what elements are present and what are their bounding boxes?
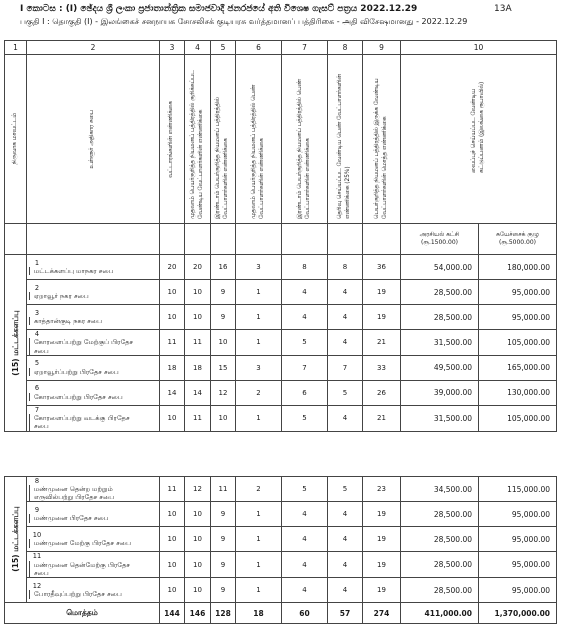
first-list-count: 10 <box>185 280 211 305</box>
women-25-percent: 5 <box>328 380 363 405</box>
wards-count: 10 <box>160 578 185 603</box>
total-c9: 274 <box>363 603 401 624</box>
second-list-count: 10 <box>211 330 236 356</box>
header-independent-group-deposit: சுயேச்சைக் குழு (ரூ.5000.00) <box>479 224 557 255</box>
women-25-percent: 4 <box>328 330 363 356</box>
second-list-women: 5 <box>282 476 328 502</box>
wards-count: 10 <box>160 405 185 431</box>
table-row <box>5 552 557 578</box>
independent-deposit: 105,000.00 <box>479 405 557 431</box>
header-district: நிருவாக மாவட்டம் <box>5 55 27 224</box>
independent-deposit: 95,000.00 <box>479 552 557 578</box>
women-25-percent: 4 <box>328 552 363 578</box>
wards-count: 20 <box>160 255 185 280</box>
first-list-count: 18 <box>185 355 211 380</box>
second-list-women: 4 <box>282 280 328 305</box>
authority-name-text: மண்முனை தென்மேற்கு பிரதேச சபை <box>29 561 142 577</box>
party-deposit: 31,500.00 <box>401 330 479 356</box>
second-list-women: 5 <box>282 330 328 356</box>
party-deposit: 54,000.00 <box>401 255 479 280</box>
total-c5: 128 <box>211 603 236 624</box>
page-reference: 13A <box>494 4 512 14</box>
row-number: 7 <box>34 405 40 414</box>
total-candidates: 26 <box>363 380 401 405</box>
total-c7: 60 <box>282 603 328 624</box>
first-list-women: 1 <box>236 502 282 527</box>
colnum-1: 1 <box>5 41 27 55</box>
first-list-women: 2 <box>236 380 282 405</box>
header-total-candidates: பெயர்குறித்த நியமனப் பத்திரத்தில் இருக்க வேண்டிய வேட்பாளர்களின் மொத்த எண்ணிக்கை <box>363 55 401 224</box>
first-list-count: 10 <box>185 578 211 603</box>
first-list-women: 1 <box>236 330 282 356</box>
colnum-10: 10 <box>401 41 557 55</box>
district-cell <box>5 255 27 432</box>
total-candidates: 19 <box>363 280 401 305</box>
header-deposit: வைப்புச் செய்யப்பட வேண்டிய கட்டுப்பணம் (இலங்கை ரூபாவில்) <box>401 55 557 224</box>
header-wards: வட்டாரங்களின் எண்ணிக்கை <box>160 55 185 224</box>
table-row <box>5 578 557 603</box>
column-number-row <box>5 41 557 55</box>
total-party-deposit: 411,000.00 <box>401 603 479 624</box>
row-number: 5 <box>34 359 40 368</box>
total-c3: 144 <box>160 603 185 624</box>
second-list-count: 15 <box>211 355 236 380</box>
women-25-percent: 4 <box>328 405 363 431</box>
first-list-women: 1 <box>236 578 282 603</box>
colnum-5: 5 <box>211 41 236 55</box>
party-deposit: 28,500.00 <box>401 305 479 330</box>
authority-name <box>27 355 160 380</box>
total-c6: 18 <box>236 603 282 624</box>
first-list-women: 1 <box>236 305 282 330</box>
gazette-header-line1 <box>20 4 512 14</box>
authority-name-text: மட்டக்களப்பு மாநகர சபை <box>29 267 142 275</box>
colnum-4: 4 <box>185 41 211 55</box>
authority-name <box>27 552 160 578</box>
total-candidates: 21 <box>363 405 401 431</box>
first-list-count: 11 <box>185 405 211 431</box>
first-list-women: 1 <box>236 280 282 305</box>
total-c8: 57 <box>328 603 363 624</box>
second-list-women: 8 <box>282 255 328 280</box>
row-number: 1 <box>34 258 40 267</box>
independent-deposit: 95,000.00 <box>479 305 557 330</box>
second-list-women: 6 <box>282 380 328 405</box>
first-list-count: 10 <box>185 552 211 578</box>
table-gap <box>5 431 557 476</box>
party-deposit: 28,500.00 <box>401 552 479 578</box>
women-25-percent: 7 <box>328 355 363 380</box>
row-number: 4 <box>34 330 40 338</box>
second-list-count: 9 <box>211 280 236 305</box>
district-cell <box>5 476 27 603</box>
second-list-women: 7 <box>282 355 328 380</box>
table-row <box>5 255 557 280</box>
authority-name-text: காத்தான்குடி நகர சபை <box>29 317 142 325</box>
wards-count: 10 <box>160 502 185 527</box>
authority-name-text: மண்முனை மேற்கு பிரதேச சபை <box>29 539 142 547</box>
party-deposit: 28,500.00 <box>401 527 479 552</box>
authority-name <box>27 476 160 502</box>
gazette-header-line2: பகுதி I : தொகுதி (I) - இலங்கைச் சனநாயக சோசலிசக் குடியரசு வர்த்தமானப் பத்திரிகை - அதி விசேஷமானது - 2022.12.29 <box>20 17 468 26</box>
authority-name <box>27 527 160 552</box>
wards-count: 11 <box>160 476 185 502</box>
total-candidates: 23 <box>363 476 401 502</box>
party-deposit: 34,500.00 <box>401 476 479 502</box>
table-section-b <box>5 476 557 603</box>
row-number: 10 <box>32 531 42 540</box>
row-number: 9 <box>34 506 40 515</box>
colnum-2: 2 <box>27 41 160 55</box>
authority-name <box>27 405 160 431</box>
colnum-9: 9 <box>363 41 401 55</box>
authority-name-text: மண்முனை பிரதேச சபை <box>29 514 142 522</box>
table-row <box>5 305 557 330</box>
second-list-women: 4 <box>282 578 328 603</box>
first-list-count: 10 <box>185 502 211 527</box>
first-list-women: 2 <box>236 476 282 502</box>
independent-deposit: 105,000.00 <box>479 330 557 356</box>
column-header-row <box>5 55 557 224</box>
total-row <box>5 603 557 624</box>
row-number: 12 <box>32 581 42 590</box>
table-row <box>5 405 557 431</box>
second-list-count: 10 <box>211 405 236 431</box>
header-second-list-candidates: இரண்டாம் பெயர்குறித்த நியமனப் பத்திரத்தில் வேட்பாளர்களின் எண்ணிக்கை <box>211 55 236 224</box>
total-candidates: 19 <box>363 552 401 578</box>
first-list-count: 10 <box>185 527 211 552</box>
women-25-percent: 4 <box>328 578 363 603</box>
authority-name-text: ஏறாவூர் நகர சபை <box>29 292 142 300</box>
row-number: 3 <box>34 308 40 317</box>
first-list-count: 14 <box>185 380 211 405</box>
first-list-women: 1 <box>236 405 282 431</box>
wards-count: 10 <box>160 280 185 305</box>
independent-deposit: 130,000.00 <box>479 380 557 405</box>
party-deposit: 31,500.00 <box>401 405 479 431</box>
second-list-count: 12 <box>211 380 236 405</box>
independent-deposit: 115,000.00 <box>479 476 557 502</box>
total-label: மொத்தம் <box>5 603 160 624</box>
wards-count: 10 <box>160 552 185 578</box>
total-c4: 146 <box>185 603 211 624</box>
authority-name-text: மண்முனை தென்ற மற்றும் எருவில்பற்று பிரதேச சபை <box>29 485 142 501</box>
gazette-title-sinhala: I කොටස : (I) ඡේදය ශ්‍රී ලංකා ප්‍රජාතාන්ත්‍රික සමාජවාදී ජනරජයේ අති විශෙෂ ගැසට් පත්‍රය 2022.12.29 <box>20 4 418 14</box>
table-row <box>5 502 557 527</box>
table-row <box>5 330 557 356</box>
authority-name-text: ஏறாவூர்ப்பற்று பிரதேச சபை <box>29 368 142 376</box>
total-candidates: 21 <box>363 330 401 356</box>
second-list-count: 9 <box>211 578 236 603</box>
women-25-percent: 4 <box>328 305 363 330</box>
district-label: (15) மட்டக்களப்பு <box>10 506 20 573</box>
authority-name-text: கோரளைப்பற்று பிரதேச சபை <box>29 393 142 401</box>
header-women-25-percent: தெரிவு செய்யப்பட வேண்டிய பெண் வேட்பாளர்களின் எண்ணிக்கை (25%) <box>328 55 363 224</box>
total-candidates: 19 <box>363 578 401 603</box>
colnum-3: 3 <box>160 41 185 55</box>
authority-name <box>27 330 160 356</box>
party-deposit: 39,000.00 <box>401 380 479 405</box>
second-list-women: 4 <box>282 552 328 578</box>
first-list-count: 10 <box>185 305 211 330</box>
table-row <box>5 380 557 405</box>
deposit-subheader-row <box>5 224 557 255</box>
total-candidates: 33 <box>363 355 401 380</box>
first-list-count: 11 <box>185 330 211 356</box>
table-row <box>5 280 557 305</box>
second-list-count: 11 <box>211 476 236 502</box>
header-second-list-women: இரண்டாம் பெயர்குறித்த நியமனப் பத்திரத்தில் பெண் வேட்பாளர்களின் எண்ணிக்கை <box>282 55 328 224</box>
total-independent-deposit: 1,370,000.00 <box>479 603 557 624</box>
authority-name <box>27 255 160 280</box>
authority-name <box>27 280 160 305</box>
first-list-count: 12 <box>185 476 211 502</box>
party-deposit: 28,500.00 <box>401 502 479 527</box>
second-list-count: 9 <box>211 527 236 552</box>
second-list-women: 5 <box>282 405 328 431</box>
authority-name-text: கோரளைப்பற்று வடக்கு பிரதேச சபை <box>29 414 142 430</box>
authority-name <box>27 380 160 405</box>
wards-count: 10 <box>160 527 185 552</box>
row-number: 11 <box>32 552 42 561</box>
second-list-women: 4 <box>282 502 328 527</box>
second-list-count: 9 <box>211 502 236 527</box>
wards-count: 10 <box>160 305 185 330</box>
women-25-percent: 4 <box>328 527 363 552</box>
first-list-women: 3 <box>236 255 282 280</box>
row-number: 6 <box>34 384 40 393</box>
table-section-a <box>5 255 557 432</box>
total-candidates: 19 <box>363 502 401 527</box>
independent-deposit: 180,000.00 <box>479 255 557 280</box>
women-25-percent: 4 <box>328 502 363 527</box>
second-list-count: 9 <box>211 305 236 330</box>
header-first-list-candidates: முதலாம் பெயர்குறித்த நியமனப் பத்திரத்தில் குறிக்கப்பட வேண்டிய வேட்பாளர்களின் எண்ணிக்கை <box>185 55 211 224</box>
independent-deposit: 165,000.00 <box>479 355 557 380</box>
colnum-8: 8 <box>328 41 363 55</box>
table-row <box>5 476 557 502</box>
second-list-count: 9 <box>211 552 236 578</box>
authority-name-text: போரதீவுப்பற்று பிரதேச சபை <box>29 590 142 598</box>
women-25-percent: 4 <box>328 280 363 305</box>
second-list-women: 4 <box>282 305 328 330</box>
nomination-table <box>4 40 557 624</box>
header-political-party-deposit: அரசியல் கட்சி (ரூ.1500.00) <box>401 224 479 255</box>
authority-name <box>27 578 160 603</box>
header-first-list-women: முதலாம் பெயர்குறித்த நியமனப் பத்திரத்தில் பெண் வேட்பாளர்களின் எண்ணிக்கை <box>236 55 282 224</box>
second-list-count: 16 <box>211 255 236 280</box>
first-list-count: 20 <box>185 255 211 280</box>
authority-name <box>27 502 160 527</box>
authority-name <box>27 305 160 330</box>
second-list-women: 4 <box>282 527 328 552</box>
district-label: (15) மட்டக்களப்பு <box>10 310 20 376</box>
independent-deposit: 95,000.00 <box>479 280 557 305</box>
row-number: 2 <box>34 283 40 292</box>
table-row <box>5 355 557 380</box>
header-local-authority: உள்ளூர் அதிகார சபை <box>27 55 160 224</box>
total-candidates: 19 <box>363 305 401 330</box>
first-list-women: 1 <box>236 552 282 578</box>
authority-name-text: கோரளைப்பற்று மேற்குப் பிரதேச சபை <box>29 338 142 354</box>
women-25-percent: 8 <box>328 255 363 280</box>
first-list-women: 3 <box>236 355 282 380</box>
table-row <box>5 527 557 552</box>
wards-count: 14 <box>160 380 185 405</box>
independent-deposit: 95,000.00 <box>479 527 557 552</box>
party-deposit: 28,500.00 <box>401 280 479 305</box>
colnum-6: 6 <box>236 41 282 55</box>
wards-count: 11 <box>160 330 185 356</box>
total-candidates: 19 <box>363 527 401 552</box>
party-deposit: 49,500.00 <box>401 355 479 380</box>
colnum-7: 7 <box>282 41 328 55</box>
total-candidates: 36 <box>363 255 401 280</box>
party-deposit: 28,500.00 <box>401 578 479 603</box>
first-list-women: 1 <box>236 527 282 552</box>
women-25-percent: 5 <box>328 476 363 502</box>
independent-deposit: 95,000.00 <box>479 578 557 603</box>
wards-count: 18 <box>160 355 185 380</box>
row-number: 8 <box>34 476 40 485</box>
independent-deposit: 95,000.00 <box>479 502 557 527</box>
